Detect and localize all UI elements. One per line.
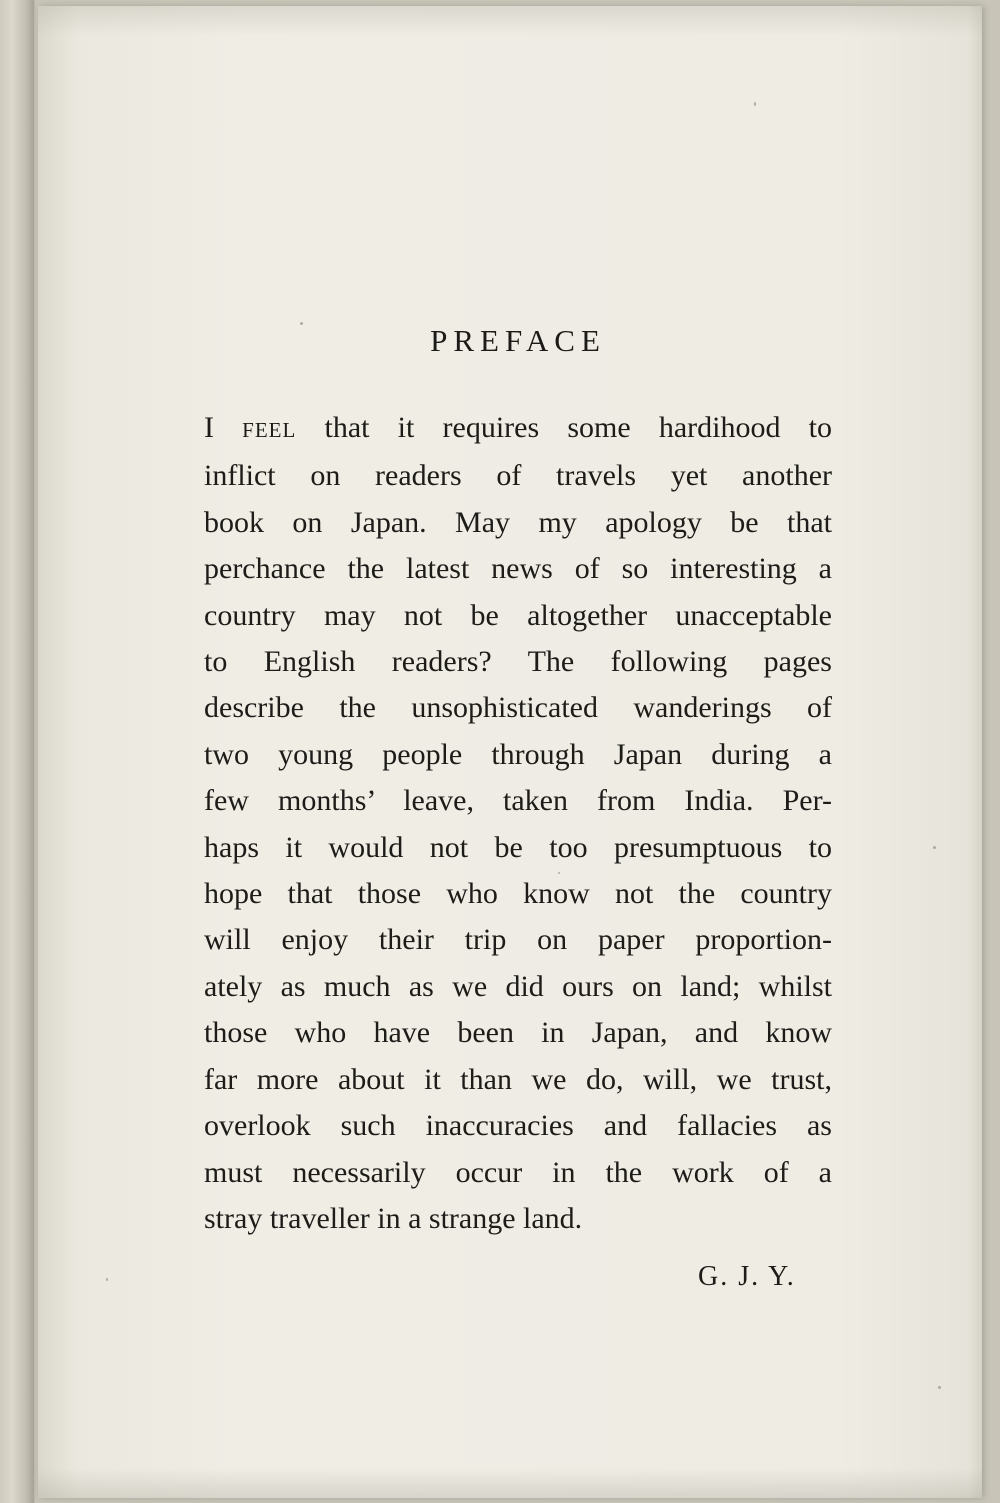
text-line: must necessarily occur in the work of a	[204, 1155, 832, 1189]
text-line: far more about it than we do, will, we trust,	[204, 1062, 832, 1096]
text-line: inflict on readers of travels yet another	[204, 459, 832, 493]
text-line: two young people through Japan during a	[204, 737, 832, 771]
page-title: PREFACE	[430, 323, 606, 358]
text-line: perchance the latest news of so interesting a	[204, 552, 832, 586]
page-bottom-shadow	[38, 1468, 982, 1498]
line-text: that it requires some hardihood to	[296, 411, 832, 444]
paper-speck	[933, 846, 936, 849]
text-line: haps it would not be too presumptuous to	[204, 830, 832, 864]
author-initials: G. J. Y.	[698, 1261, 796, 1292]
paper-speck	[106, 1278, 108, 1281]
text-line: stray traveller in a strange land.	[204, 1201, 583, 1235]
text-line: country may not be altogether unacceptable	[204, 598, 832, 632]
paper-speck	[754, 102, 756, 106]
text-line: describe the unsophisticated wanderings of	[204, 691, 832, 725]
text-line: those who have been in Japan, and know	[204, 1016, 832, 1050]
previous-page-edge	[0, 0, 34, 1503]
text-line	[204, 405, 832, 453]
text-line: ately as much as we did ours on land; whilst	[204, 969, 832, 1003]
text-line: overlook such inaccuracies and fallacies as	[204, 1109, 832, 1143]
text-line: to English readers? The following pages	[204, 645, 832, 679]
paper-speck	[938, 1386, 941, 1389]
text-line: few months’ leave, taken from India. Per-	[204, 784, 832, 818]
line-lead: I	[204, 411, 243, 444]
small-caps-word: FEEL	[242, 418, 297, 442]
page-top-shadow	[38, 6, 982, 36]
text-line: will enjoy their trip on paper proportion-	[204, 923, 832, 957]
text-line: book on Japan. May my apology be that	[204, 505, 832, 539]
preface-text	[204, 405, 832, 1242]
book-page	[38, 6, 982, 1498]
text-line: hope that those who know not the country	[204, 877, 832, 911]
